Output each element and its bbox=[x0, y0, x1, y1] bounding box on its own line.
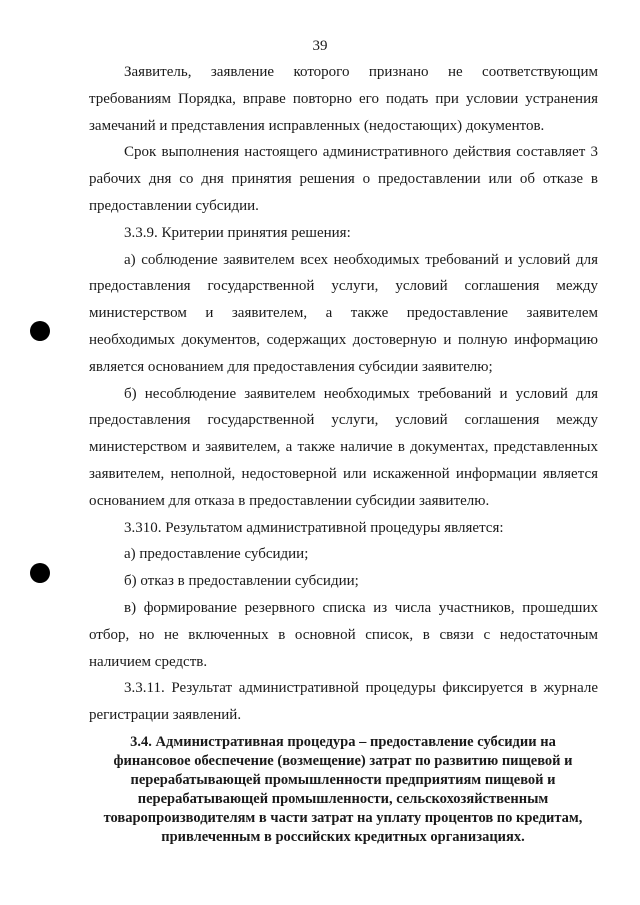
section-heading bbox=[88, 733, 598, 847]
punch-hole-upper bbox=[30, 321, 50, 341]
text-line: замечаний и представления исправленных (недостающих) документов. bbox=[89, 117, 545, 134]
heading-line: перерабатывающей промышленности предприятиям пищевой и bbox=[130, 772, 556, 788]
text-line: министерством и заявителем, а также наличие в документах, представленных bbox=[89, 439, 598, 456]
text-line: а) предоставление субсидии; bbox=[124, 546, 309, 563]
page-number: 39 bbox=[312, 38, 328, 54]
text-line: предоставлении субсидии. bbox=[89, 198, 259, 214]
punch-hole-lower bbox=[30, 563, 50, 583]
heading-line: перерабатывающей промышленности, сельскохозяйственным bbox=[137, 791, 549, 807]
text-line: 3.3.11. Результат административной процедуры фиксируется в журнале bbox=[124, 680, 598, 697]
heading-line: 3.4. Административная процедура – предоставление субсидии на bbox=[130, 734, 556, 750]
text-line: отбор, но не включенных в основной список, в связи с недостаточным bbox=[89, 626, 598, 643]
text-line: министерством и заявителем, а также предоставление заявителем bbox=[89, 305, 598, 322]
text-line: регистрации заявлений. bbox=[89, 707, 242, 724]
text-line: 3.310. Результатом административной процедуры является: bbox=[124, 519, 504, 536]
text-line: наличием средств. bbox=[89, 653, 208, 670]
text-line: б) отказ в предоставлении субсидии; bbox=[124, 573, 359, 590]
text-line: необходимых документов, содержащих достоверную и полную информацию bbox=[89, 332, 598, 348]
heading-line: финансовое обеспечение (возмещение) затрат по развитию пищевой и bbox=[113, 753, 573, 769]
text-line: заявителем, неполной, недостоверной или искаженной информации является bbox=[89, 466, 598, 482]
text-line: Срок выполнения настоящего административного действия составляет 3 bbox=[124, 144, 598, 161]
text-line: рабочих дня со дня принятия решения о предоставлении или об отказе в bbox=[89, 171, 598, 188]
text-line: Заявитель, заявление которого признано не соответствующим bbox=[124, 64, 598, 80]
heading-line: привлеченным в российских кредитных организациях. bbox=[161, 829, 525, 845]
text-line: предоставления государственной услуги, условий соглашения между bbox=[89, 278, 598, 295]
text-line: 3.3.9. Критерии принятия решения: bbox=[124, 224, 351, 241]
text-line: требованиям Порядка, вправе повторно его подать при условии устранения bbox=[89, 90, 598, 107]
text-line: основанием для отказа в предоставлении субсидии заявителю. bbox=[89, 492, 490, 509]
text-line: а) соблюдение заявителем всех необходимых требований и условий для bbox=[124, 251, 598, 268]
text-line: предоставления государственной услуги, условий соглашения между bbox=[89, 412, 598, 429]
text-line: в) формирование резервного списка из числа участников, прошедших bbox=[124, 600, 598, 616]
heading-line: товаропроизводителям в части затрат на уплату процентов по кредитам, bbox=[103, 810, 583, 826]
text-line: б) несоблюдение заявителем необходимых требований и условий для bbox=[124, 385, 598, 402]
text-line: является основанием для предоставления субсидии заявителю; bbox=[89, 358, 493, 375]
